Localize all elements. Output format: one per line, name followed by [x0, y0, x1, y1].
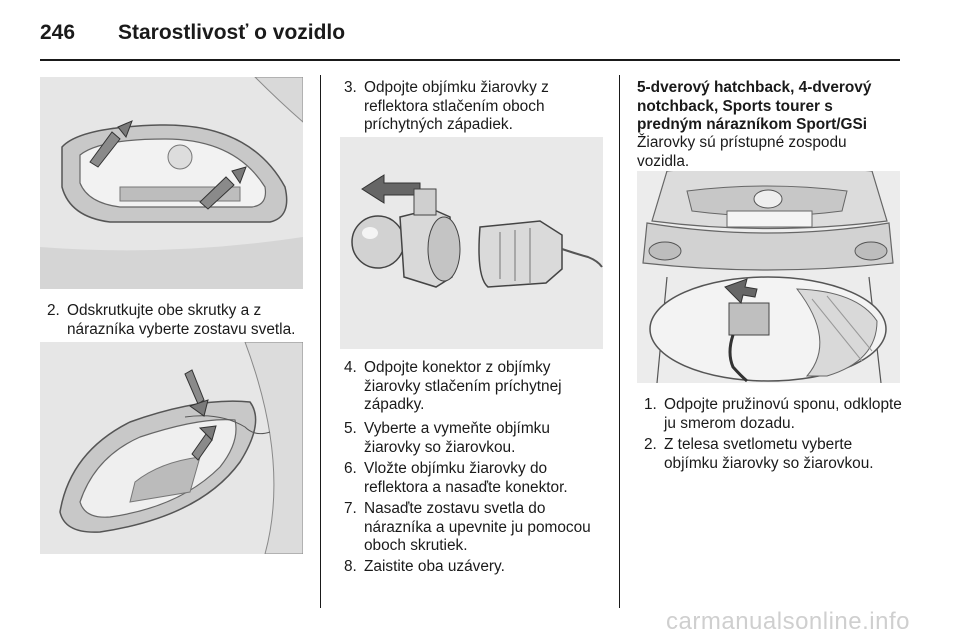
figure-bulb-holder-connector: [340, 137, 603, 349]
column-divider-1: [320, 75, 321, 608]
step-6-insert-holder: [344, 460, 606, 497]
step-1-spring-clip: [644, 396, 906, 433]
step-2-remove-bulb-holder: [644, 436, 906, 473]
step-text: Odpojte objímku žiarovky z reflektora stlačením oboch príchytných západiek.: [364, 79, 549, 133]
step-text: Z telesa svetlometu vyberte objímku žiarovky so žiarovkou.: [664, 436, 874, 472]
step-number: 1.: [644, 396, 657, 413]
step-number: 4.: [344, 359, 357, 376]
step-text: Vložte objímku žiarovky do reflektora a nasaďte konektor.: [364, 460, 568, 496]
figure-light-assembly-removal: [40, 342, 303, 554]
step-text: Odpojte konektor z objímky žiarovky stlačením príchytnej západky.: [364, 359, 562, 413]
step-4-detach-connector: [344, 359, 606, 415]
page-header: [40, 18, 345, 48]
step-number: 5.: [344, 420, 357, 437]
step-5-replace-bulb: [344, 420, 606, 457]
page-title: Starostlivosť o vozidlo: [118, 21, 346, 44]
figure-underside-access: [637, 171, 900, 383]
page-number: 246: [40, 21, 76, 44]
figure-fog-lamp-bezel: [40, 77, 303, 289]
step-text: Odpojte pružinovú sponu, odklopte ju smerom dozadu.: [664, 396, 902, 432]
step-number: 6.: [344, 460, 357, 477]
step-number: 8.: [344, 558, 357, 575]
step-text: Vyberte a vymeňte objímku žiarovky so žiarovkou.: [364, 420, 550, 456]
step-number: 2.: [644, 436, 657, 453]
step-number: 2.: [47, 302, 60, 319]
step-2-remove-screws: [47, 302, 309, 339]
step-7-fit-assembly: [344, 500, 606, 556]
section-intro: Žiarovky sú prístupné zospodu vozidla.: [637, 134, 847, 170]
step-text: Nasaďte zostavu svetla do nárazníka a upevnite ju pomocou oboch skrutiek.: [364, 500, 591, 554]
column-divider-2: [619, 75, 620, 608]
header-rule: [40, 59, 900, 61]
watermark: carmanualsonline.info: [666, 608, 910, 635]
step-text: Zaistite oba uzávery.: [364, 558, 505, 575]
step-number: 7.: [344, 500, 357, 517]
step-number: 3.: [344, 79, 357, 96]
step-text: Odskrutkujte obe skrutky a z nárazníka vyberte zostavu svetla.: [67, 302, 296, 338]
step-8-secure-latches: [344, 558, 606, 577]
step-3-detach-bulb-holder: [344, 79, 606, 135]
section-subheading: 5-dverový hatchback, 4-dverový notchback, Sports tourer s predným nárazníkom Sport/GSi: [637, 79, 872, 133]
